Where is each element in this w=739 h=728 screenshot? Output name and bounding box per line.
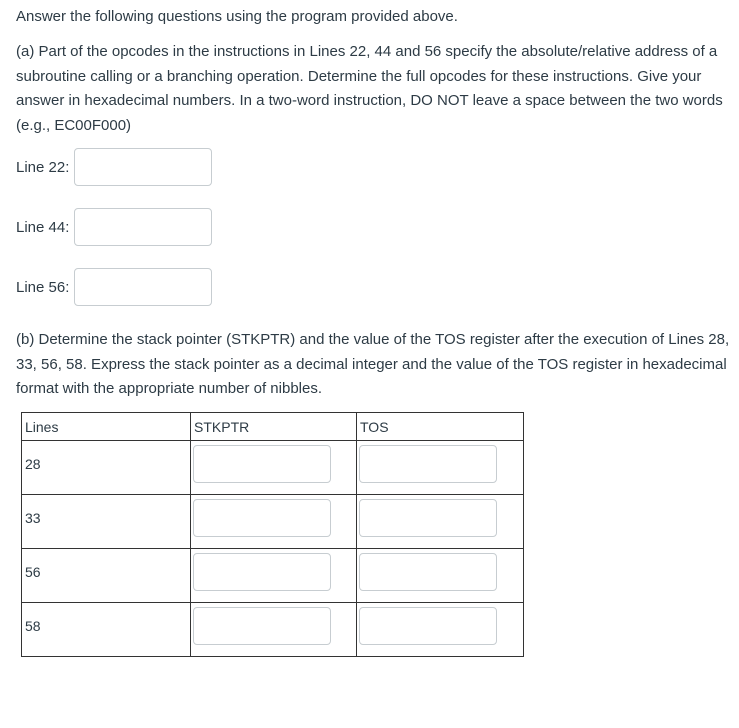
line-22-input[interactable]	[74, 148, 212, 186]
table-row	[22, 549, 524, 603]
tos-cell	[357, 441, 524, 495]
stkptr-input-56[interactable]	[193, 553, 331, 591]
row-line-28: 28	[22, 441, 191, 495]
tos-cell	[357, 495, 524, 549]
row-line-58: 58	[22, 603, 191, 657]
stkptr-input-28[interactable]	[193, 445, 331, 483]
tos-input-28[interactable]	[359, 445, 497, 483]
line-56-label: Line 56:	[16, 278, 70, 296]
row-line-56: 56	[22, 549, 191, 603]
stkptr-cell	[191, 549, 357, 603]
line-44-input[interactable]	[74, 208, 212, 246]
stkptr-cell	[191, 495, 357, 549]
part-a-question: (a) Part of the opcodes in the instructions in Lines 22, 44 and 56 specify the absolute/relative address of a subroutine calling or a branching operation. Determine the full opcodes for these instructions. Give your answer in hexadecimal numbers. In a two-word instruction, DO NOT leave a space between the two words (e.g., EC00F000)	[16, 43, 723, 134]
stkptr-cell	[191, 603, 357, 657]
line-44-field-row	[16, 208, 212, 246]
tos-input-58[interactable]	[359, 607, 497, 645]
row-line-33: 33	[22, 495, 191, 549]
stkptr-input-33[interactable]	[193, 499, 331, 537]
answer-table	[21, 412, 524, 657]
line-22-field-row	[16, 148, 212, 186]
header-tos: TOS	[357, 413, 524, 441]
stkptr-cell	[191, 441, 357, 495]
line-56-input[interactable]	[74, 268, 212, 306]
line-44-label: Line 44:	[16, 218, 70, 236]
line-22-label: Line 22:	[16, 158, 70, 176]
tos-input-56[interactable]	[359, 553, 497, 591]
stkptr-input-58[interactable]	[193, 607, 331, 645]
table-row	[22, 603, 524, 657]
header-stkptr: STKPTR	[191, 413, 357, 441]
tos-cell	[357, 603, 524, 657]
table-header-row	[22, 413, 524, 441]
table-row	[22, 495, 524, 549]
part-b-question: (b) Determine the stack pointer (STKPTR) and the value of the TOS register after the execution of Lines 28, 33, 56, 58. Express the stack pointer as a decimal integer and the value of the TOS register in hexadecimal format with the appropriate number of nibbles.	[16, 331, 730, 397]
intro-text: Answer the following questions using the program provided above.	[16, 8, 458, 25]
line-56-field-row	[16, 268, 212, 306]
header-lines: Lines	[22, 413, 191, 441]
tos-cell	[357, 549, 524, 603]
table-row	[22, 441, 524, 495]
tos-input-33[interactable]	[359, 499, 497, 537]
